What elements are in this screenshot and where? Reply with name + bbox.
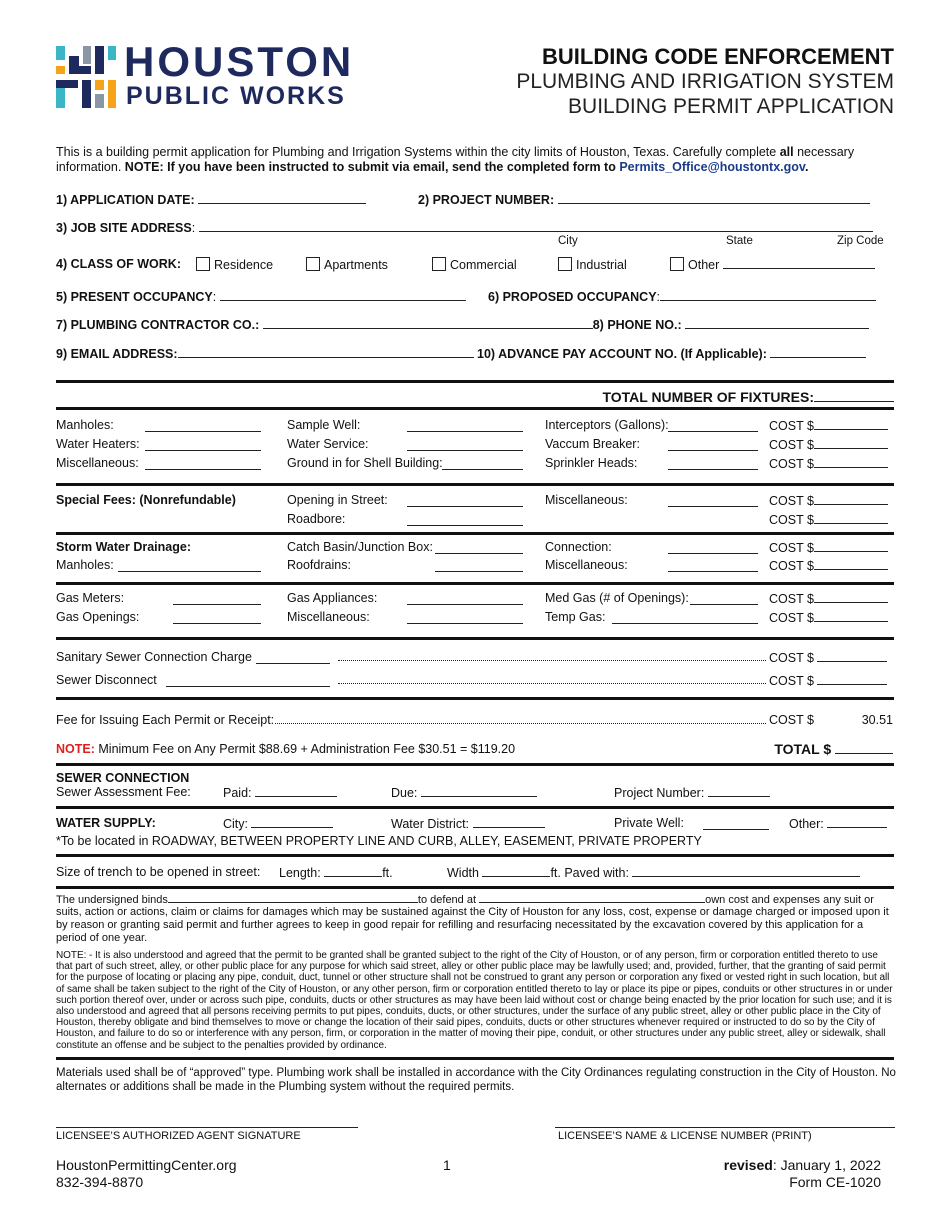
opening-street-label: Opening in Street: [287,493,388,507]
catch-basin-label: Catch Basin/Junction Box: [287,540,433,554]
revised-date: : January 1, 2022 [772,1157,881,1173]
project-number-field[interactable] [558,192,870,204]
gas-misc-label: Miscellaneous: [287,610,370,624]
header-title-3: BUILDING PERMIT APPLICATION [568,95,894,118]
cost-field[interactable] [814,591,888,603]
city-caption: City [558,235,578,247]
storm-manholes-field[interactable] [118,560,261,572]
job-site-field[interactable] [199,220,873,232]
water-city-label: City: [223,817,248,831]
fee-leader [275,723,766,724]
divider [56,854,894,857]
advance-pay-field[interactable] [770,346,866,358]
cost-field[interactable] [814,558,888,570]
roofdrains-label: Roofdrains: [287,558,351,572]
interceptors-field[interactable] [668,420,758,432]
other-checkbox[interactable] [670,257,684,271]
interceptors-label: Interceptors (Gallons): [545,418,669,432]
materials-note: Materials used shall be of “approved” type. Plumbing work shall be installed in accordance with the City Ordinances regulating construction in the City of Houston. No alternates or additions shall be made in the Plumbing system without the required permits. [56,1067,896,1093]
paved-with-field[interactable] [632,865,860,877]
logo-houston: HOUSTON [124,38,355,85]
other-field[interactable] [723,257,875,269]
present-occupancy-label: 5) PRESENT OCCUPANCY [56,290,213,304]
divider [56,763,894,766]
sanitary-label: Sanitary Sewer Connection Charge [56,650,252,664]
sewer-project-number-field[interactable] [708,785,770,797]
length-label: Length: [279,866,321,880]
water-supply-label: WATER SUPPLY: [56,816,156,830]
cost-field[interactable] [814,418,888,430]
total-fixtures-field[interactable] [814,390,894,402]
water-district-label: Water District: [391,817,470,831]
disconnect-field[interactable] [166,675,330,687]
med-gas-field[interactable] [690,593,758,605]
special-misc-field[interactable] [668,495,758,507]
cost-label: COST $ [769,713,814,727]
gas-meters-label: Gas Meters: [56,591,125,605]
connection-field[interactable] [668,542,758,554]
cost-label: COST $ [769,494,814,508]
sprinkler-field[interactable] [668,458,758,470]
binds-name-field[interactable] [168,893,418,903]
divider [56,483,894,486]
sanitary-leader [338,660,766,661]
cost-field[interactable] [814,512,888,524]
water-district-field[interactable] [473,816,545,828]
gas-openings-field[interactable] [173,612,261,624]
binds-text-c: own cost and expenses any suit or [705,894,874,906]
cost-field[interactable] [817,673,887,685]
temp-gas-label: Temp Gas: [545,610,606,624]
footer-site: HoustonPermittingCenter.org [56,1157,237,1173]
cost-label: COST $ [769,457,814,471]
roadbore-field[interactable] [407,514,523,526]
cost-label: COST $ [769,438,814,452]
revised-label: revised [723,1157,773,1173]
form-number: Form CE-1020 [789,1174,881,1190]
cost-label: COST $ [769,651,814,665]
water-service-label: Water Service: [287,437,369,451]
gas-appliances-label: Gas Appliances: [287,591,378,605]
cost-label: COST $ [769,559,814,573]
storm-misc-label: Miscellaneous: [545,558,628,572]
width-label: Width [447,866,479,880]
cost-label: COST $ [769,513,814,527]
project-number-label: 2) PROJECT NUMBER: [418,193,555,207]
manholes-field[interactable] [145,420,261,432]
phone-field[interactable] [685,317,869,329]
divider [56,637,894,640]
gas-appliances-field[interactable] [407,593,523,605]
sewer-project-number-label: Project Number: [614,786,705,800]
cost-field[interactable] [814,610,888,622]
phone-label: 8) PHONE NO.: [592,318,682,332]
contractor-field[interactable] [263,317,593,329]
opening-street-field[interactable] [407,495,523,507]
binds-text-b: to defend at [417,894,477,906]
cost-label: COST $ [769,611,814,625]
special-fees-label: Special Fees: (Nonrefundable) [56,493,236,507]
connection-label: Connection: [545,540,612,554]
paid-field[interactable] [255,785,337,797]
contractor-label: 7) PLUMBING CONTRACTOR CO.: [56,318,260,332]
class-of-work-label: 4) CLASS OF WORK: [56,257,181,271]
apartments-checkbox[interactable] [306,257,320,271]
located-note: *To be located in ROADWAY, BETWEEN PROPERTY LINE AND CURB, ALLEY, EASEMENT, PRIVATE PROPERTY [56,834,702,848]
disconnect-label: Sewer Disconnect [56,673,157,687]
sprinkler-label: Sprinkler Heads: [545,456,638,470]
divider [56,532,894,535]
paid-label: Paid: [223,786,252,800]
misc-field[interactable] [145,458,261,470]
zip-caption: Zip Code [837,235,884,247]
commercial-checkbox[interactable] [432,257,446,271]
cost-label: COST $ [769,541,814,555]
disconnect-leader [338,683,766,684]
fee-value: 30.51 [861,713,893,727]
page-number: 1 [443,1157,451,1173]
advance-pay-label: 10) ADVANCE PAY ACCOUNT NO. (If Applicable): [477,347,767,361]
width-field[interactable] [482,865,550,877]
industrial-checkbox[interactable] [558,257,572,271]
residence-checkbox[interactable] [196,257,210,271]
gas-openings-label: Gas Openings: [56,610,140,624]
cost-field[interactable] [814,540,888,552]
gas-meters-field[interactable] [173,593,261,605]
divider [56,697,894,700]
due-field[interactable] [421,785,537,797]
cost-label: COST $ [769,674,814,688]
ground-in-field[interactable] [442,458,523,470]
storm-manholes-label: Manholes: [56,558,114,572]
binds-text-a: The undersigned binds [56,894,168,906]
cost-field[interactable] [814,437,888,449]
cost-field[interactable] [817,650,887,662]
email-label: 9) EMAIL ADDRESS: [56,347,178,361]
present-occupancy-field[interactable] [220,289,466,301]
cost-label: COST $ [769,592,814,606]
cost-field[interactable] [814,493,888,505]
header-title-1: BUILDING CODE ENFORCEMENT [542,44,894,69]
total-fixtures-label: TOTAL NUMBER OF FIXTURES: [602,389,814,405]
special-misc-label: Miscellaneous: [545,493,628,507]
ground-in-label: Ground in for Shell Building: [287,456,443,470]
houston-public-works-logo-icon [56,44,118,110]
roofdrains-field[interactable] [435,560,523,572]
agent-signature-label: LICENSEE’S AUTHORIZED AGENT SIGNATURE [56,1130,301,1142]
water-service-field[interactable] [407,439,523,451]
total-field[interactable] [835,742,893,754]
email-field[interactable] [178,346,474,358]
manholes-label: Manholes: [56,418,114,432]
water-other-label: Other: [789,817,824,831]
storm-label: Storm Water Drainage: [56,540,191,554]
licensee-name-label: LICENSEE’S NAME & LICENSE NUMBER (PRINT) [558,1130,812,1142]
water-heaters-label: Water Heaters: [56,437,140,451]
misc-label: Miscellaneous: [56,456,139,470]
length-field[interactable] [324,865,382,877]
total-label: TOTAL $ [774,741,832,757]
intro-line-1: This is a building permit application for Plumbing and Irrigation Systems within the city limits of Houston, Texas. Carefully complete all necessary [56,145,855,159]
divider [56,380,894,383]
logo [56,38,376,112]
fee-issuing-label: Fee for Issuing Each Permit or Receipt: [56,713,275,727]
private-well-field[interactable] [703,818,769,830]
agent-signature-line[interactable] [56,1127,358,1128]
proposed-occupancy-label: 6) PROPOSED OCCUPANCY [488,290,657,304]
gas-misc-field[interactable] [407,612,523,624]
app-date-field[interactable] [198,192,366,204]
email-link[interactable]: Permits_Office@houstontx.gov [619,160,805,174]
due-label: Due: [391,786,418,800]
trench-label: Size of trench to be opened in street: [56,865,261,879]
intro-line-2: information. NOTE: If you have been instructed to submit via email, send the completed form to Permits_Office@houstontx.gov. [56,160,809,174]
sewer-connection-label: SEWER CONNECTION [56,771,190,785]
water-city-field[interactable] [251,816,333,828]
footer-phone: 832-394-8870 [56,1174,144,1190]
water-heaters-field[interactable] [145,439,261,451]
logo-public-works: PUBLIC WORKS [126,82,346,110]
job-site-label: 3) JOB SITE ADDRESS [56,221,192,235]
sanitary-field[interactable] [256,652,330,664]
vacuum-label: Vaccum Breaker: [545,437,640,451]
licensee-name-line[interactable] [555,1127,895,1128]
binds-paragraph: suits, action or actions, claim or claims for damages which may be sustained against the City of Houston for any loss, cost, expense or damage charged or imposed upon it by reason or granting said permit and further agrees to keep in good repair for refilling and resurfacing necessitated by the excavation covered by this application for a period of one year. [56,906,889,944]
divider [56,806,894,809]
storm-misc-field[interactable] [668,560,758,572]
state-caption: State [726,235,753,247]
divider [56,582,894,585]
cost-field[interactable] [814,456,888,468]
temp-gas-field[interactable] [612,612,758,624]
private-well-label: Private Well: [614,816,684,830]
binds-place-field[interactable] [479,893,705,903]
assessment-label: Sewer Assessment Fee: [56,785,191,799]
roadbore-label: Roadbore: [287,512,346,526]
water-other-field[interactable] [827,816,887,828]
med-gas-label: Med Gas (# of Openings): [545,591,689,605]
divider [56,1057,894,1060]
catch-basin-field[interactable] [435,542,523,554]
sample-well-label: Sample Well: [287,418,361,432]
header-title-2: PLUMBING AND IRRIGATION SYSTEM [516,70,894,93]
legal-note: NOTE: - It is also understood and agreed that the permit to be granted shall be granted subject to the right of the City of Houston, or of any person, firm or corporation entitled thereto to use that part of such street, alley, or other public place for any purpose for which said street, alley or other public place may be lawfully used; and, provided, further, that the granting of said permit for the purpose of locating or placing any pipe, conduit, duct, tunnel or other structure shall not be construed to grant any person or corporation any fixed or vested right in such location, but all of same shall be taken subject to the right of the City of Houston, or any other person, firm or corporation entitled thereto to lay or place its pipe or pipes, conduits or other structures in or under such portion thereof over, under or across such pipe, conduits, ducts or other structures as may have been laid without cost or change being enacted by the prior location for such use; and it is also understood and agreed that all persons receiving permits to put pipes, conduits, ducts, or other structures, under the surface of any public street, alley or other public place in the City of Houston, thereby obligate and bind themselves to move or change the location of their said pipes, conduits, ducts or other structures whenever required or instructed to do so by the City of Houston, and failure to do so or interference with any person, firm, or corporation in the matter of moving their pipe, conduit, or other structures under any public street, alley or sidewalk, shall constitute an offense and be subject to the penalties provided by ordinance. [56,950,893,1051]
divider [56,407,894,410]
app-date-label: 1) APPLICATION DATE: [56,193,195,207]
note-label: NOTE: [56,742,95,756]
cost-label: COST $ [769,419,814,433]
vacuum-field[interactable] [668,439,758,451]
proposed-occupancy-field[interactable] [660,289,876,301]
minimum-fee-note: Minimum Fee on Any Permit $88.69 + Administration Fee $30.51 = $119.20 [98,742,516,756]
sample-well-field[interactable] [407,420,523,432]
divider [56,886,894,889]
